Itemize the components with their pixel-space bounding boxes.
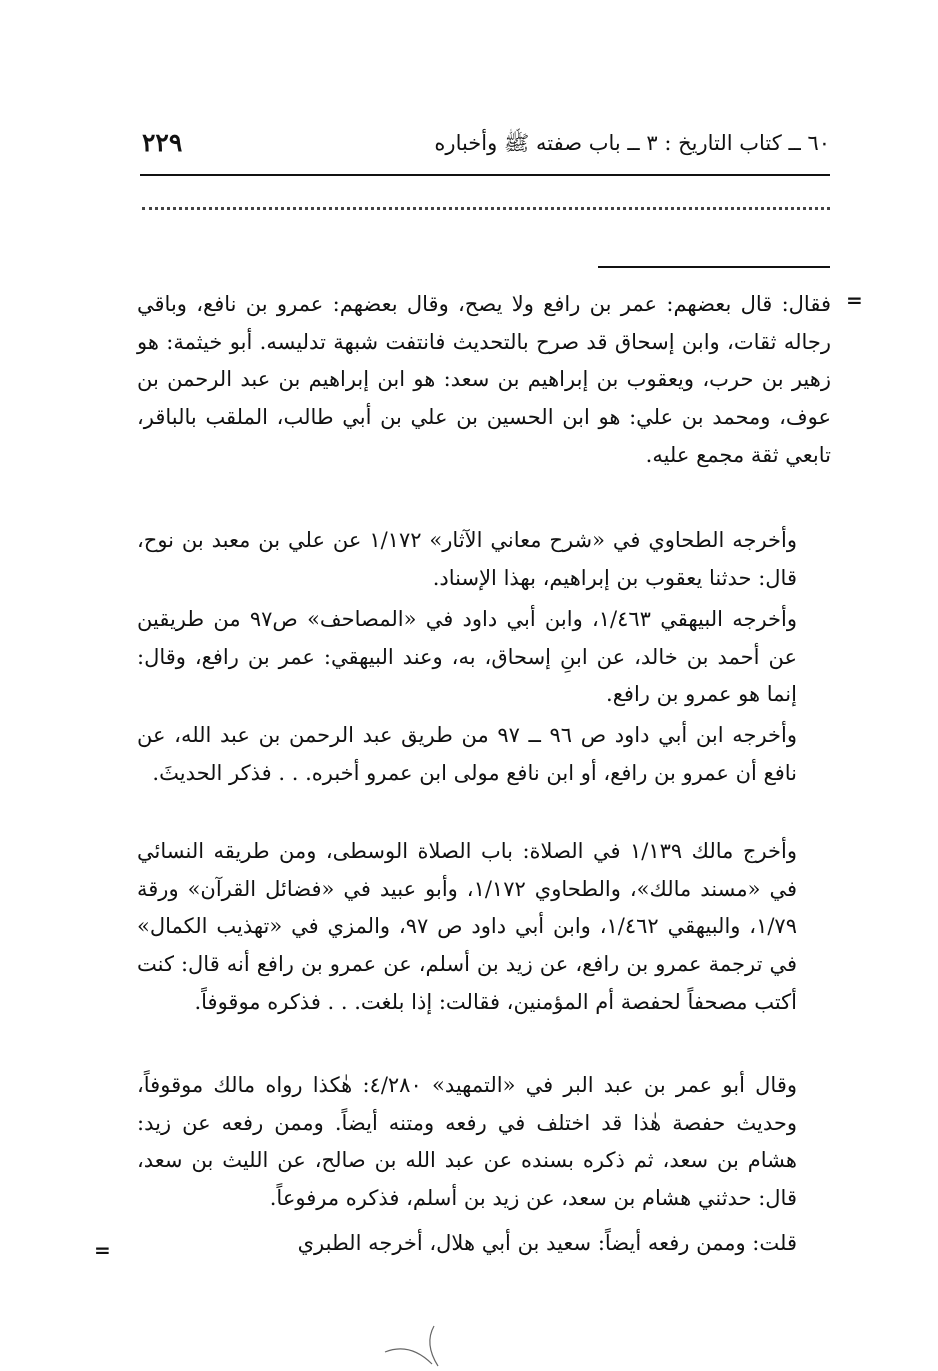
paragraph-text: فقال: قال بعضهم: عمر بن رافع ولا يصح، وقال بعضهم: عمرو بن نافع، وباقي رجاله ثقات، وابن إسحاق قد صرح بالتحديث فانتفت شبهة تدليسه. أبو خيثمة: هو زهير بن حرب، ويعقوب بن إبراهيم بن سعد: هو ابن إبراهيم بن عبد الرحمن بن عوف، ومحمد بن علي: هو ابن الحسين بن علي بن أبي طالب، الملقب بالباقر، تابعي ثقة مجمع عليه.	[137, 292, 831, 467]
footnote-paragraph	[137, 717, 831, 792]
paragraph-text: وأخرجه البيهقي ١/٤٦٣، وابن أبي داود في «المصاحف» ص٩٧ من طريقين عن أحمد بن خالد، عن ابنِ إسحاق، به، وعند البيهقي: عمر بن رافع، وقال: إنما هو عمرو بن رافع.	[137, 607, 797, 707]
footnote-rule	[598, 266, 830, 268]
paragraph-text: وأخرج مالك ١/١٣٩ في الصلاة: باب الصلاة الوسطى، ومن طريقه النسائي في «مسند مالك»، والطحاوي ١/١٧٢، وأبو عبيد في «فضائل القرآن» ورقة ١/٧٩، والبيهقي ١/٤٦٢، وابن أبي داود ص ٩٧، والمزي في «تهذيب الكمال» في ترجمة عمرو بن رافع، عن زيد بن أسلم، عن عمرو بن رافع أنه قال: كنت أكتب مصحفاً لحفصة أم المؤمنين، فقالت: إذا بلغت. . . فذكره موقوفاً.	[137, 839, 798, 1014]
header-rule	[140, 174, 830, 176]
footnote-paragraph	[137, 522, 831, 597]
scan-pen-mark	[380, 1322, 470, 1370]
paragraph-text: قلت: وممن رفعه أيضاً: سعيد بن أبي هلال، أخرجه الطبري	[297, 1231, 797, 1255]
paragraph-text: وأخرجه ابن أبي داود ص ٩٦ ــ ٩٧ من طريق عبد الرحمن بن عبد الله، عن نافع أن عمرو بن رافع، أو ابن نافع مولى ابن عمرو أخبره. . . فذكر الحديثَ.	[137, 723, 798, 785]
footnote-paragraph	[137, 1225, 831, 1263]
continuation-mark-top: =	[846, 288, 863, 312]
footnote-paragraph	[137, 1067, 831, 1218]
dotted-separator	[142, 207, 830, 210]
paragraph-text: وأخرجه الطحاوي في «شرح معاني الآثار» ١/١٧٢ عن علي بن معبد بن نوح، قال: حدثنا يعقوب بن إبراهيم، بهذا الإسناد.	[137, 528, 797, 590]
page-number: ٢٢٩	[142, 128, 183, 157]
footnote-paragraph	[137, 286, 831, 475]
footnote-paragraph	[137, 601, 831, 714]
running-header-title: ٦٠ ــ كتاب التاريخ : ٣ ــ باب صفته ﷺ وأخباره	[434, 131, 830, 155]
paragraph-text: وقال أبو عمر بن عبد البر في «التمهيد» ٤/٢٨٠: هٰكذا رواه مالك موقوفاً، وحديث حفصة هٰذا قد اختلف في رفعه ومتنه أيضاً. وممن رفعه عن زيد: هشام بن سعد، ثم ذكره بسنده عن عبد الله بن صالح، عن الليث بن سعد، قال: حدثني هشام بن سعد، عن زيد بن أسلم، فذكره مرفوعاً.	[137, 1073, 797, 1211]
footnote-paragraph	[137, 833, 831, 1022]
continuation-mark-bottom: =	[94, 1238, 111, 1262]
